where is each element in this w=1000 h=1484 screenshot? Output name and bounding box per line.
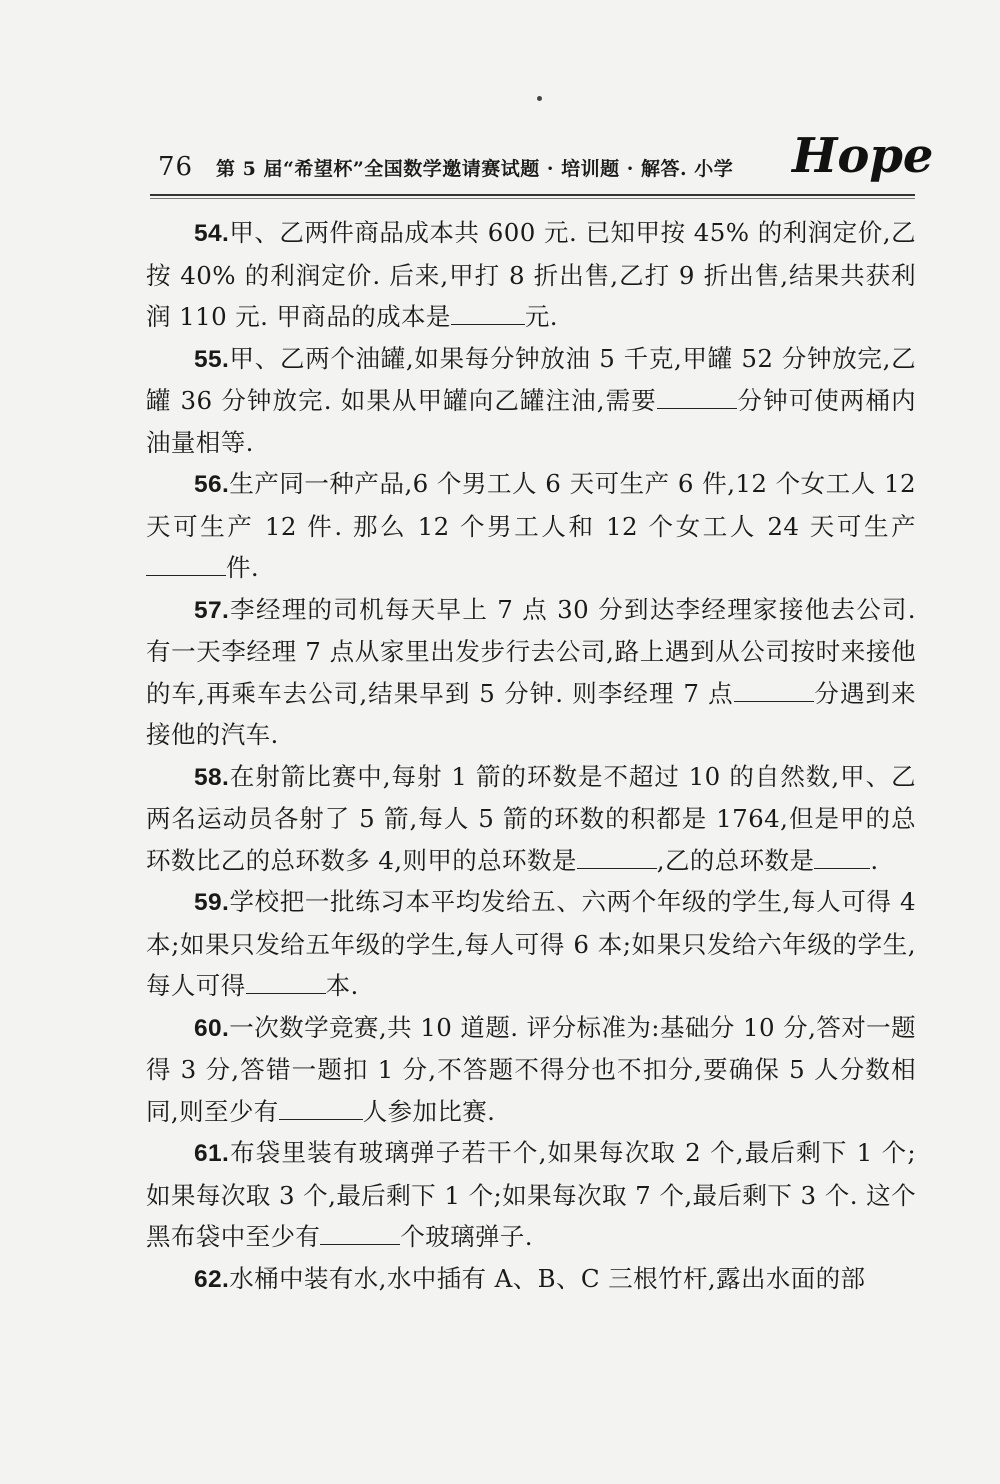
page-number: 76 — [158, 152, 194, 182]
question-55: 55.甲、乙两个油罐,如果每分钟放油 5 千克,甲罐 52 分钟放完,乙罐 36 分钟放完. 如果从甲罐向乙罐注油,需要 分钟可使两桶内油量相等. — [146, 343, 916, 457]
question-58: 58.在射箭比赛中,每射 1 箭的环数是不超过 10 的自然数,甲、乙两名运动员各射了 5 箭,每人 5 箭的环数的积都是 1764,但是甲的总环数比乙的总环数多 4,则甲的总环数是 ,乙的总环数是 . — [146, 761, 916, 875]
header-rule — [150, 194, 915, 196]
page-header — [150, 128, 934, 192]
answer-blank[interactable] — [320, 1222, 400, 1245]
question-number: 61. — [194, 1140, 230, 1167]
question-list — [146, 212, 916, 1300]
question-59: 59.学校把一批练习本平均发给五、六两个年级的学生,每人可得 4 本;如果只发给五年级的学生,每人可得 6 本;如果只发给六年级的学生,每人可得 本. — [146, 887, 916, 1000]
question-number: 55. — [194, 345, 230, 373]
answer-blank[interactable] — [577, 846, 657, 869]
answer-blank[interactable] — [279, 1097, 363, 1120]
question-54: 54.甲、乙两件商品成本共 600 元. 已知甲按 45% 的利润定价,乙按 40% 的利润定价. 后来,甲打 8 折出售,乙打 9 折出售,结果共获利润 110 元. 甲商品的成本是 元. — [146, 218, 916, 331]
question-number: 62. — [194, 1265, 230, 1293]
answer-blank[interactable] — [814, 846, 870, 869]
question-56: 56.生产同一种产品,6 个男工人 6 天可生产 6 件,12 个女工人 12 天可生产 12 件. 那么 12 个男工人和 12 个女工人 24 天可生产件. — [146, 469, 916, 582]
question-60: 60.一次数学竞赛,共 10 道题. 评分标准为:基础分 10 分,答对一题得 3 分,答错一题扣 1 分,不答题不得分也不扣分,要确保 5 人分数相同,则至少有 人参加比赛. — [146, 1012, 916, 1126]
question-57: 57.李经理的司机每天早上 7 点 30 分到达李经理家接他去公司. 有一天李经理 7 点从家里出发步行去公司,路上遇到从公司按时来接他的车,再乘车去公司,结果早到 5 分钟. 则李经理 7 点 分遇到来接他的汽车. — [146, 594, 916, 749]
hope-logo — [790, 126, 934, 186]
print-speck — [537, 96, 542, 101]
header-rule-thin — [150, 198, 915, 199]
question-61: 61.布袋里装有玻璃弹子若干个,如果每次取 2 个,最后剩下 1 个;如果每次取 3 个,最后剩下 1 个;如果每次取 7 个,最后剩下 3 个. 这个黑布袋中至少有 个玻璃弹子. — [146, 1138, 916, 1251]
question-62: 62.水桶中装有水,水中插有 A、B、C 三根竹杆,露出水面的部 — [194, 1263, 866, 1293]
answer-blank[interactable] — [246, 971, 326, 994]
question-number: 56. — [194, 471, 230, 498]
question-number: 58. — [194, 763, 230, 791]
running-title: 第 5 届“希望杯”全国数学邀请赛试题 · 培训题 · 解答. 小学 — [216, 158, 734, 180]
answer-blank[interactable] — [734, 679, 814, 702]
question-number: 57. — [194, 596, 230, 624]
question-number: 59. — [194, 889, 230, 916]
answer-blank[interactable] — [146, 553, 226, 576]
answer-blank[interactable] — [657, 386, 737, 409]
answer-blank[interactable] — [451, 302, 525, 325]
question-number: 60. — [194, 1014, 230, 1042]
question-number: 54. — [194, 220, 230, 247]
hope-logo-text: Hope — [792, 128, 934, 184]
